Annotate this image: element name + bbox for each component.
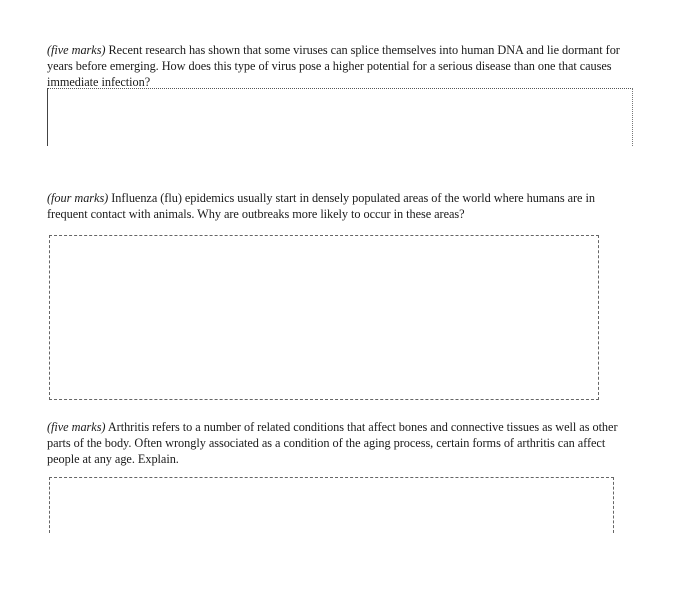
question-1-marks: (five marks) [47,43,106,57]
question-3-marks: (five marks) [47,420,106,434]
question-3-text: Arthritis refers to a number of related conditions that affect bones and connective tissues as well as other parts of the body. Often wrongly associated as a condition of the aging process, certain forms of arthritis can affect people at any age. Explain. [47,420,618,467]
question-2 [47,190,637,222]
answer-box-3[interactable] [49,477,614,533]
answer-box-1[interactable] [47,88,633,146]
answer-box-2[interactable] [49,235,599,400]
question-1-text: Recent research has shown that some viruses can splice themselves into human DNA and lie dormant for years before emerging. How does this type of virus pose a higher potential for a serious disease than one that causes immediate infection? [47,43,620,90]
question-1 [47,42,637,91]
question-2-text: Influenza (flu) epidemics usually start in densely populated areas of the world where humans are in frequent contact with animals. Why are outbreaks more likely to occur in these areas? [47,191,595,222]
question-2-marks: (four marks) [47,191,109,205]
question-3 [47,419,637,468]
